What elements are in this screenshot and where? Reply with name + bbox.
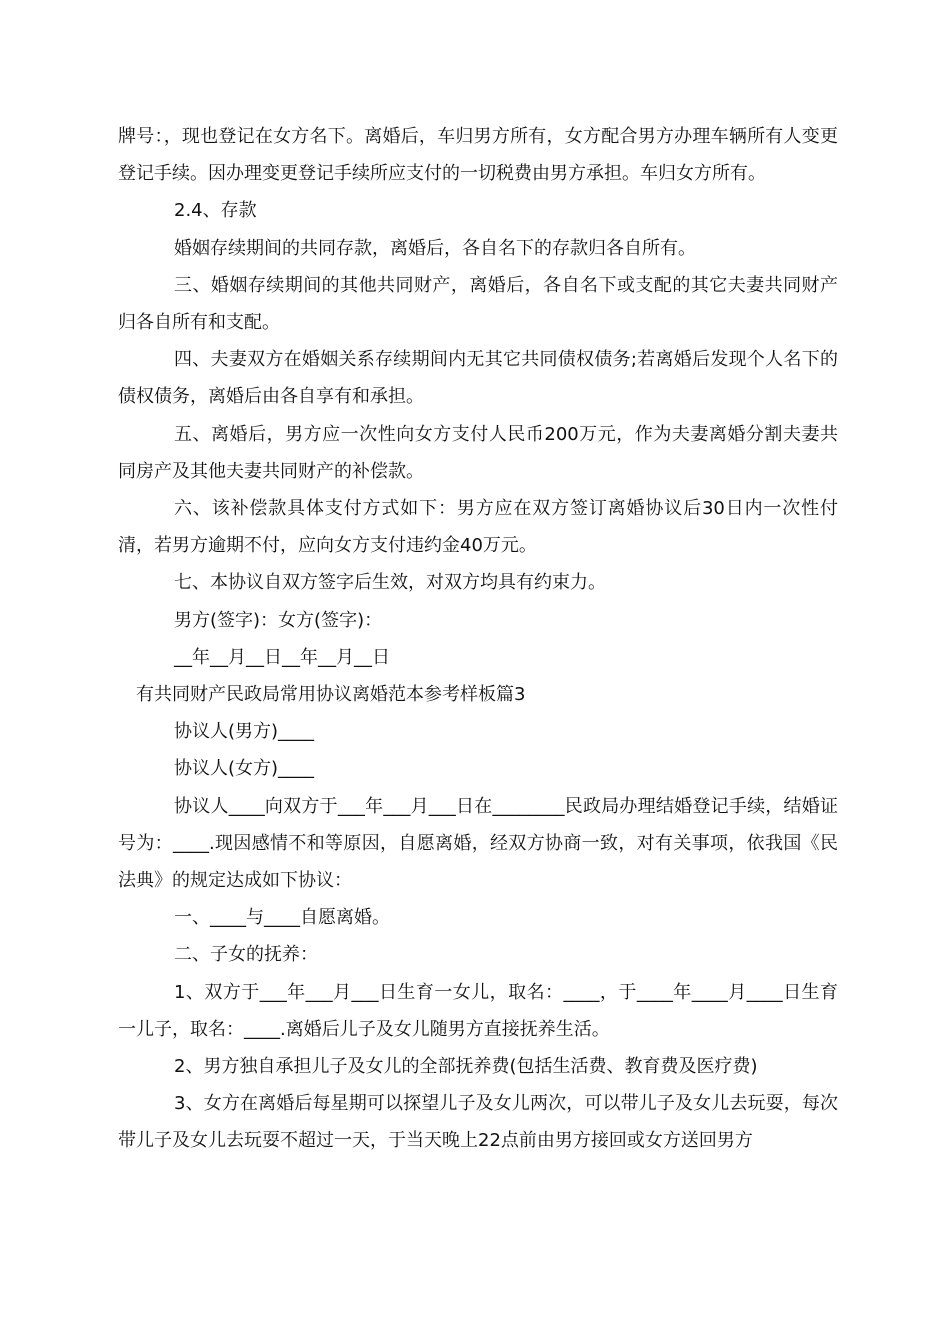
party-male: 协议人(男方)____ xyxy=(174,721,315,743)
clause-two-item-2: 2、男方独自承担儿子及女儿的全部抚养费(包括生活费、教育费及医疗费) xyxy=(174,1056,758,1078)
paragraph-preamble: 协议人____向双方于___年___月___日在________民政局办理结婚登记手续，结婚证号为：____.现因感情不和等原因，自愿离婚，经双方协商一致，对有关事项，依我国《民法典》的规定达成如下协议： xyxy=(118,795,838,892)
heading-deposits: 2.4、存款 xyxy=(174,200,257,222)
clause-five: 五、离婚后，男方应一次性向女方支付人民币200万元，作为夫妻离婚分割夫妻共同房产及其他夫妻共同财产的补偿款。 xyxy=(118,423,838,482)
clause-seven: 七、本协议自双方签字后生效，对双方均具有约束力。 xyxy=(174,572,606,594)
signature-line: 男方(签字)：女方(签字)： xyxy=(174,609,383,631)
party-female: 协议人(女方)____ xyxy=(174,758,315,780)
clause-one: 一、____与____自愿离婚。 xyxy=(174,907,390,929)
clause-six: 六、该补偿款具体支付方式如下：男方应在双方签订离婚协议后30日内一次性付清，若男方逾期不付，应向女方支付违约金40万元。 xyxy=(118,498,838,557)
clause-three: 三、婚姻存续期间的其他共同财产，离婚后，各自名下或支配的其它夫妻共同财产归各自所有和支配。 xyxy=(118,274,838,334)
clause-two-item-1: 1、双方于___年___月___日生育一女儿，取名：____，于____年____月____日生育一儿子，取名：____.离婚后儿子及女儿随男方直接抚养生活。 xyxy=(118,981,838,1040)
paragraph-deposits: 婚姻存续期间的共同存款，离婚后，各自名下的存款归各自所有。 xyxy=(174,237,696,259)
clause-four: 四、夫妻双方在婚姻关系存续期间内无其它共同债权债务;若离婚后发现个人名下的债权债务，离婚后由各自享有和承担。 xyxy=(118,349,838,408)
clause-two-heading: 二、子女的抚养： xyxy=(174,944,318,966)
section-title: 有共同财产民政局常用协议离婚范本参考样板篇3 xyxy=(136,684,526,706)
date-line: __年__月__日__年__月__日 xyxy=(174,646,390,668)
paragraph-car-ownership: 牌号：，现也登记在女方名下。离婚后，车归男方所有，女方配合男方办理车辆所有人变更登记手续。因办理变更登记手续所应支付的一切税费由男方承担。车归女方所有。 xyxy=(118,126,838,185)
clause-two-item-3: 3、女方在离婚后每星期可以探望儿子及女儿两次，可以带儿子及女儿去玩耍，每次带儿子及女儿去玩耍不超过一天，于当天晚上22点前由男方接回或女方送回男方 xyxy=(118,1093,838,1152)
document-body xyxy=(118,118,838,1160)
